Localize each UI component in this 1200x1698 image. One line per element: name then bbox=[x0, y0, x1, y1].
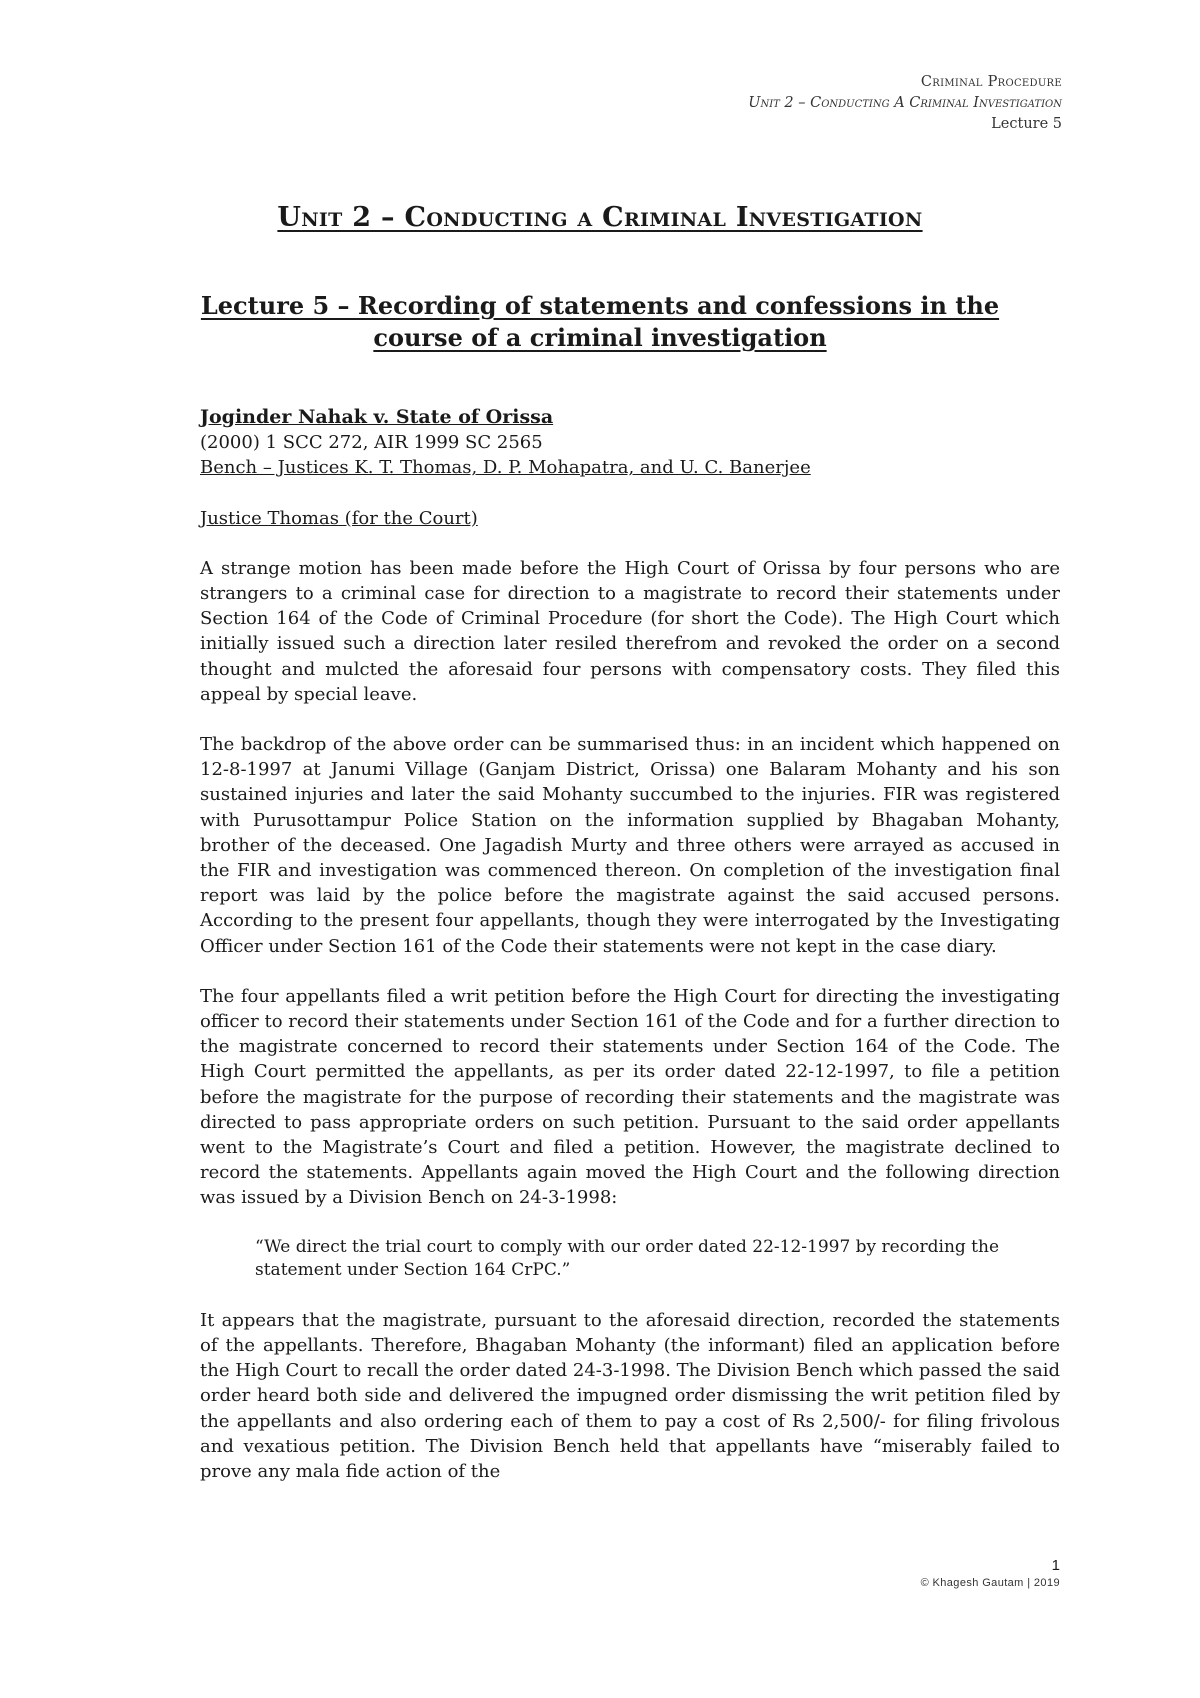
case-bench: Bench – Justices K. T. Thomas, D. P. Mohapatra, and U. C. Banerjee bbox=[200, 457, 811, 479]
document-body bbox=[200, 405, 1060, 1484]
page-number: 1 bbox=[1051, 1557, 1060, 1574]
unit-title: Unit 2 – Conducting a Criminal Investigation bbox=[277, 202, 923, 233]
running-header bbox=[748, 72, 1062, 135]
header-unit: Unit 2 – Conducting A Criminal Investigation bbox=[748, 95, 1062, 111]
page-footer bbox=[921, 1555, 1060, 1589]
paragraph-4: It appears that the magistrate, pursuant to the aforesaid direction, recorded the statements of the appellants. Therefore, Bhagaban Mohanty (the informant) filed an application before the High Court to recall the order dated 24-3-1998. The Division Bench which passed the said order heard both side and delivered the impugned order dismissing the writ petition filed by the appellants and also ordering each of them to pay a cost of Rs 2,500/- for filing frivolous and vexatious petition. The Division Bench held that appellants have “miserably failed to prove any mala fide action of the bbox=[200, 1309, 1060, 1482]
copyright-notice: © Khagesh Gautam | 2019 bbox=[920, 1577, 1060, 1589]
case-name: Joginder Nahak v. State of Orissa bbox=[200, 406, 554, 428]
header-course: Criminal Procedure bbox=[920, 74, 1062, 90]
paragraph-1: A strange motion has been made before the High Court of Orissa by four persons who are strangers to a criminal case for direction to a magistrate to record their statements under Section 164 of the Code of Criminal Procedure (for short the Code). The High Court which initially issued such a direction later resiled therefrom and revoked the order on a second thought and mulcted the aforesaid four persons with compensatory costs. They filed this appeal by special leave. bbox=[200, 557, 1060, 705]
paragraph-3: The four appellants filed a writ petition before the High Court for directing the investigating officer to record their statements under Section 161 of the Code and for a further direction to the magistrate concerned to record their statements under Section 164 of the Code. The High Court permitted the appellants, as per its order dated 22-12-1997, to file a petition before the magistrate for the purpose of recording their statements and the magistrate was directed to pass appropriate orders on such petition. Pursuant to the said order appellants went to the Magistrate’s Court and filed a petition. However, the magistrate declined to record the statements. Appellants again moved the High Court and the following direction was issued by a Division Bench on 24-3-1998: bbox=[200, 985, 1060, 1209]
judgment-author: Justice Thomas (for the Court) bbox=[200, 507, 478, 529]
lecture-title: Lecture 5 – Recording of statements and confessions in the course of a criminal investigation bbox=[200, 291, 1000, 352]
header-lecture: Lecture 5 bbox=[991, 116, 1062, 132]
case-citation: (2000) 1 SCC 272, AIR 1999 SC 2565 bbox=[200, 432, 543, 454]
paragraph-2: The backdrop of the above order can be summarised thus: in an incident which happened on 12-8-1997 at Janumi Village (Ganjam District, Orissa) one Balaram Mohanty and his son sustained injuries and later the said Mohanty succumbed to the injuries. FIR was registered with Purusottampur Police Station on the information supplied by Bhagaban Mohanty, brother of the deceased. One Jagadish Murty and three others were arrayed as accused in the FIR and investigation was commenced thereon. On completion of the investigation final report was laid by the police before the magistrate against the said accused persons. According to the present four appellants, though they were interrogated by the Investigating Officer under Section 161 of the Code their statements were not kept in the case diary. bbox=[200, 734, 1060, 957]
block-quote: “We direct the trial court to comply with our order dated 22-12-1997 by recording the statement under Section 164 CrPC.” bbox=[255, 1236, 1000, 1281]
